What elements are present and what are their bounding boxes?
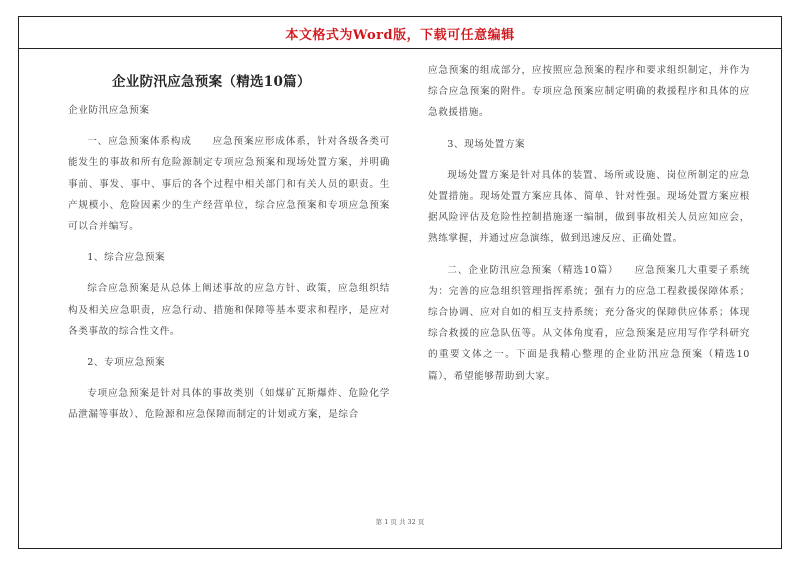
paragraph: 一、应急预案体系构成 应急预案应形成体系，针对各级各类可能发生的事故和所有危险源制定专项应急预案和现场处置方案，并明确事前、事发、事中、事后的各个过程中相关部门和有关人员的职责。生产规模小、危险因素少的生产经营单位，综合应急预案和专项应急预案可以合并编写。 (68, 136, 390, 233)
right-column (428, 60, 750, 397)
document-subtitle: 企业防汛应急预案 (68, 105, 150, 116)
paragraph: 综合应急预案是从总体上阐述事故的应急方针、政策，应急组织结构及相关应急职责，应急行动、措施和保障等基本要求和程序，是应对各类事故的综合性文件。 (68, 283, 390, 337)
paragraph-continued: 应急预案的组成部分，应按照应急预案的程序和要求组织制定，并作为综合应急预案的附件。专项应急预案应制定明确的救援程序和具体的应急救援措施。 (428, 65, 750, 119)
page-number: 第 1 页 共 32 页 (375, 518, 425, 526)
paragraph: 二、企业防汛应急预案（精选10篇） 应急预案几大重要子系统为：完善的应急组织管理指挥系统；强有力的应急工程救援保障体系；综合协调、应对自如的相互支持系统；充分备灾的保障供应体系；体现综合救援的应急队伍等。从文体角度看，应急预案是应用写作学科研究的重要文体之一。下面是我精心整理的企业防汛应急预案（精选10篇），希望能够帮助到大家。 (428, 264, 750, 382)
section-heading: 1、综合应急预案 (87, 252, 166, 264)
section-heading: 3、现场处置方案 (447, 138, 526, 150)
frame-bottom-line (18, 548, 782, 549)
word-format-note: 本文格式为Word版，下载可任意编辑 (285, 28, 515, 43)
paragraph: 现场处置方案是针对具体的装置、场所或设施、岗位所制定的应急处置措施。现场处置方案应具体、简单、针对性强。现场处置方案应根据风险评估及危险性控制措施逐一编制，做到事故相关人员应知应会，熟练掌握，并通过应急演练，做到迅速反应、正确处置。 (428, 169, 750, 245)
frame-left-line (18, 16, 19, 549)
left-column (68, 60, 390, 436)
document-title: 企业防汛应急预案（精选10篇） (112, 74, 311, 90)
paragraph: 专项应急预案是针对具体的事故类别（如煤矿瓦斯爆炸、危险化学品泄漏等事故）、危险源和应急保障而制定的计划或方案，是综合 (68, 388, 390, 421)
frame-top-line (18, 16, 782, 17)
frame-right-line (781, 16, 782, 549)
header-rule (18, 48, 782, 49)
section-heading: 2、专项应急预案 (87, 357, 166, 369)
